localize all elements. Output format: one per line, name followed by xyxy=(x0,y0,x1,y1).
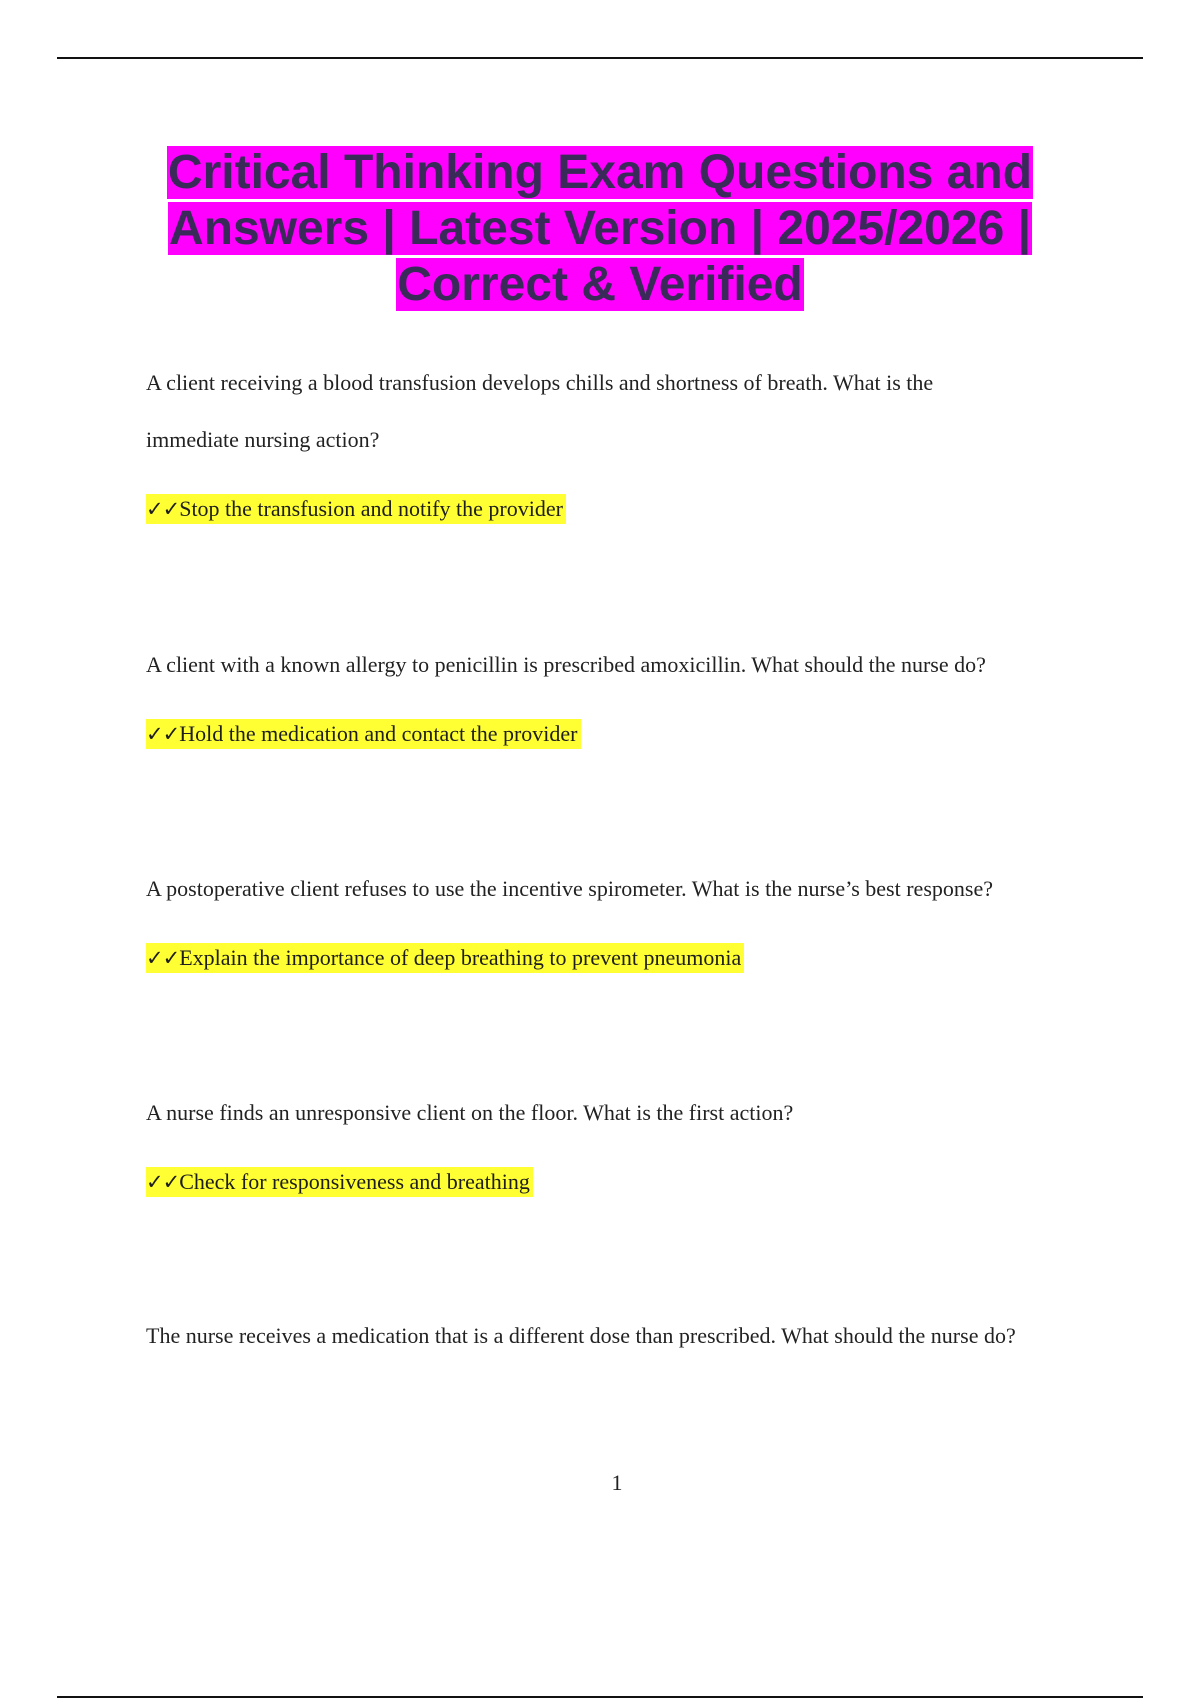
answer-4-text: Check for responsiveness and breathing xyxy=(179,1169,530,1194)
page-title xyxy=(130,145,1070,313)
question-4: A nurse finds an unresponsive client on the floor. What is the first action? xyxy=(146,1100,794,1125)
qa-item-2 xyxy=(146,636,1086,746)
footer-rule xyxy=(57,1696,1143,1698)
qa-item-3 xyxy=(146,860,1086,970)
page-number: 1 xyxy=(611,1470,623,1495)
qa-item-4 xyxy=(146,1084,1086,1194)
question-2: A client with a known allergy to penicillin is prescribed amoxicillin. What should the nurse do? xyxy=(146,652,986,677)
answer-2-text: Hold the medication and contact the provider xyxy=(179,721,578,746)
question-5: The nurse receives a medication that is a different dose than prescribed. What should the nurse do? xyxy=(146,1323,1016,1348)
qa-item-1 xyxy=(146,354,1086,521)
answer-4 xyxy=(146,1167,533,1197)
answer-2-highlight xyxy=(146,719,581,749)
double-check-icon: ✓✓ xyxy=(146,1170,180,1194)
question-1: A client receiving a blood transfusion develops chills and shortness of breath. What is the immediate nursing action? xyxy=(146,370,934,452)
answer-1-highlight xyxy=(146,494,566,524)
double-check-icon: ✓✓ xyxy=(146,946,180,970)
answer-2 xyxy=(146,719,581,749)
double-check-icon: ✓✓ xyxy=(146,722,180,746)
double-check-icon: ✓✓ xyxy=(146,497,180,521)
answer-4-highlight xyxy=(146,1167,533,1197)
page-title-text: Critical Thinking Exam Questions and Answers | Latest Version | 2025/2026 | Correct & Verified xyxy=(167,146,1033,311)
answer-3-text: Explain the importance of deep breathing to prevent pneumonia xyxy=(179,945,742,970)
answer-3 xyxy=(146,943,744,973)
qa-item-5 xyxy=(146,1307,1086,1364)
answer-3-highlight xyxy=(146,943,744,973)
question-3: A postoperative client refuses to use the incentive spirometer. What is the nurse’s best response? xyxy=(146,876,993,901)
answer-1 xyxy=(146,494,566,524)
answer-1-text: Stop the transfusion and notify the provider xyxy=(179,496,563,521)
header-rule xyxy=(57,57,1143,59)
